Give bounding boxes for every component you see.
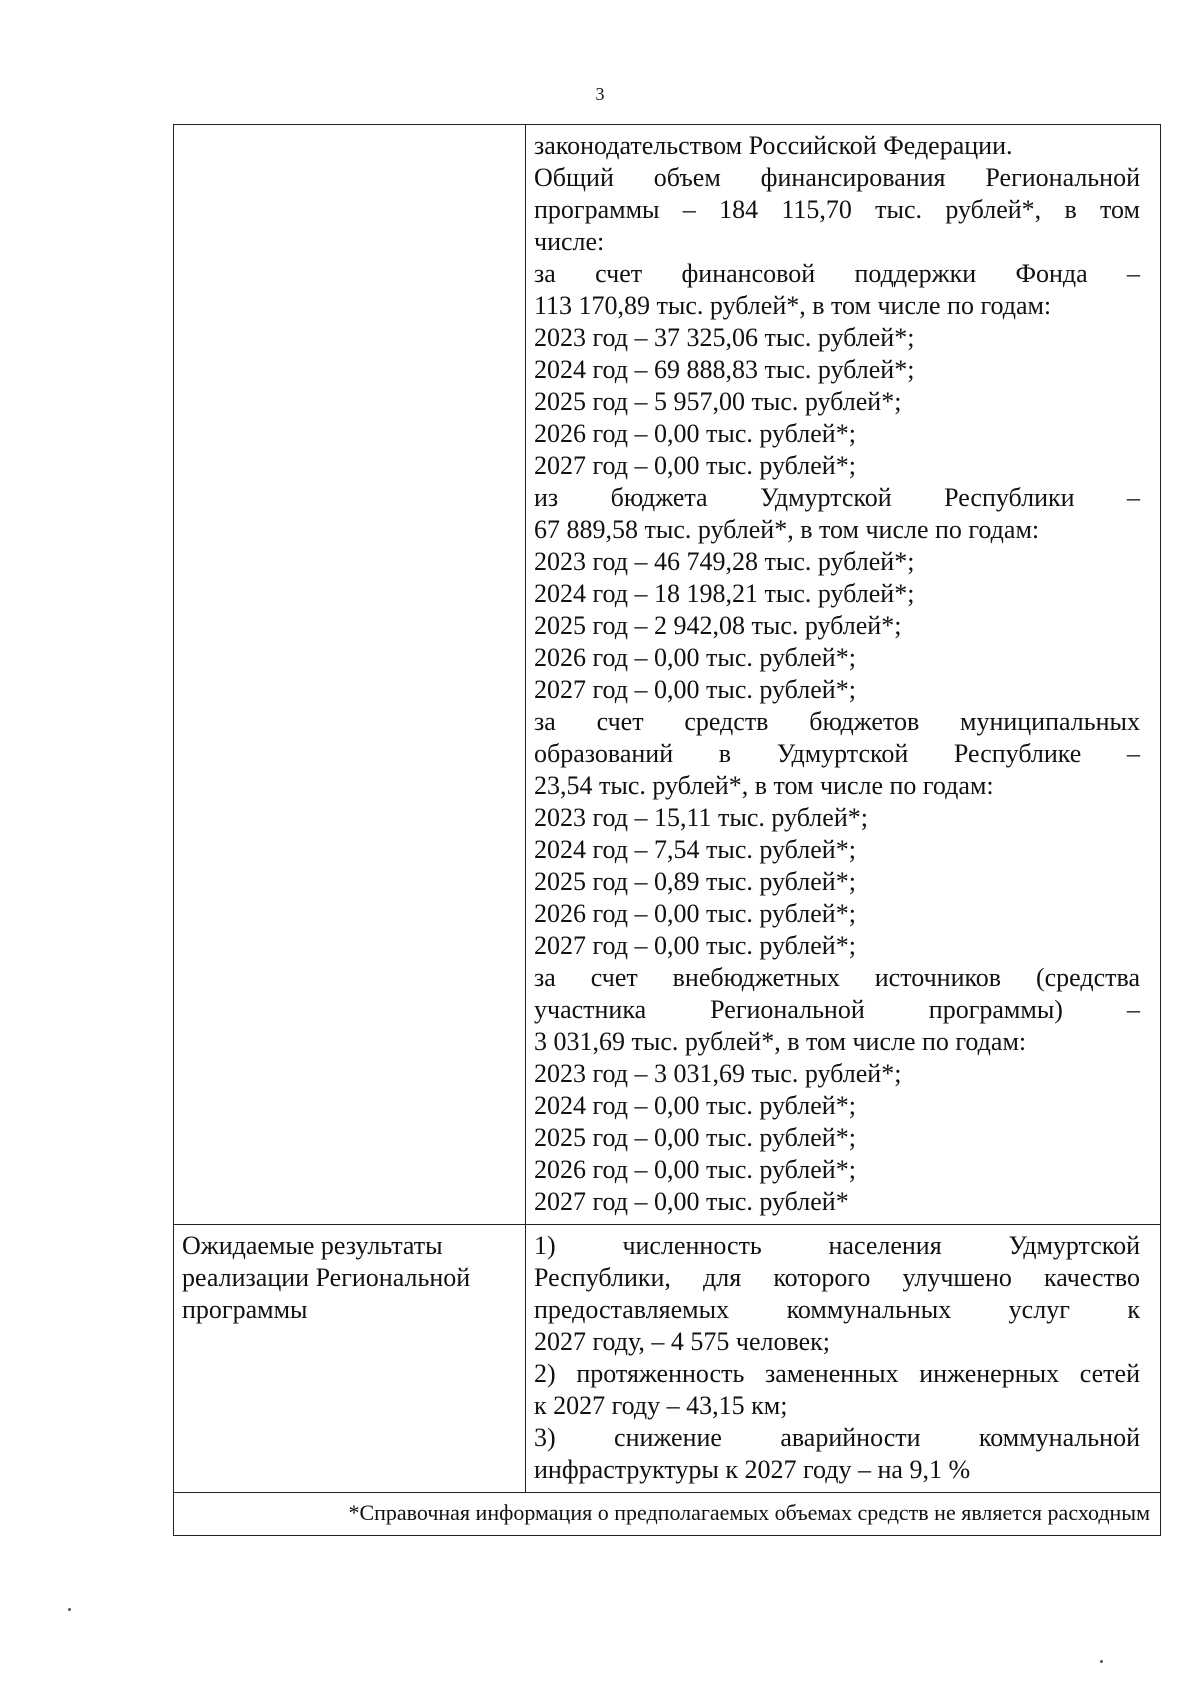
financing-line: 2024 год – 18 198,21 тыс. рублей*; xyxy=(534,579,915,608)
results-line: 3) снижение аварийности коммунальной xyxy=(534,1423,1140,1452)
financing-line: 23,54 тыс. рублей*, в том числе по годам: xyxy=(534,771,994,800)
footnote: *Справочная информация о предполагаемых объемах средств не является расходным xyxy=(174,1493,1161,1536)
financing-line: 2025 год – 5 957,00 тыс. рублей*; xyxy=(534,387,902,416)
financing-line: 2025 год – 0,00 тыс. рублей*; xyxy=(534,1123,856,1152)
results-row xyxy=(174,1225,1161,1493)
financing-line: за счет внебюджетных источников (средства xyxy=(534,963,1140,992)
footnote-row xyxy=(174,1493,1161,1536)
financing-line: 2023 год – 15,11 тыс. рублей*; xyxy=(534,803,868,832)
results-label-cell xyxy=(174,1225,526,1493)
financing-line: за счет средств бюджетов муниципальных xyxy=(534,707,1140,736)
financing-line: 2027 год – 0,00 тыс. рублей*; xyxy=(534,451,856,480)
financing-line: 2024 год – 7,54 тыс. рублей*; xyxy=(534,835,856,864)
financing-row xyxy=(174,125,1161,1225)
financing-line: 2027 год – 0,00 тыс. рублей*; xyxy=(534,675,856,704)
financing-line: 2024 год – 0,00 тыс. рублей*; xyxy=(534,1091,856,1120)
financing-line: из бюджета Удмуртской Республики – xyxy=(534,483,1140,512)
results-label-line: программы xyxy=(182,1295,308,1324)
financing-line: 2025 год – 0,89 тыс. рублей*; xyxy=(534,867,856,896)
financing-line: 2023 год – 3 031,69 тыс. рублей*; xyxy=(534,1059,902,1088)
financing-line: 2026 год – 0,00 тыс. рублей*; xyxy=(534,899,856,928)
results-value-cell xyxy=(526,1225,1161,1493)
financing-line: 2023 год – 37 325,06 тыс. рублей*; xyxy=(534,323,915,352)
financing-line: числе: xyxy=(534,227,605,256)
financing-value-cell xyxy=(526,125,1161,1225)
financing-line: 2026 год – 0,00 тыс. рублей*; xyxy=(534,419,856,448)
scan-speck xyxy=(1100,1660,1103,1663)
financing-line: программы – 184 115,70 тыс. рублей*, в том xyxy=(534,195,1140,224)
financing-line: образований в Удмуртской Республике – xyxy=(534,739,1140,768)
results-line: инфраструктуры к 2027 году – на 9,1 % xyxy=(534,1455,971,1484)
financing-line: участника Региональной программы) – xyxy=(534,995,1140,1024)
financing-label-cell xyxy=(174,125,526,1225)
results-line: к 2027 году – 43,15 км; xyxy=(534,1391,788,1420)
financing-line: 67 889,58 тыс. рублей*, в том числе по годам: xyxy=(534,515,1040,544)
financing-line: 2027 год – 0,00 тыс. рублей* xyxy=(534,1187,849,1216)
results-line: Республики, для которого улучшено качество xyxy=(534,1263,1140,1292)
results-line: предоставляемых коммунальных услуг к xyxy=(534,1295,1140,1324)
scan-speck xyxy=(68,1608,71,1611)
financing-line: 2026 год – 0,00 тыс. рублей*; xyxy=(534,643,856,672)
financing-line: 3 031,69 тыс. рублей*, в том числе по годам: xyxy=(534,1027,1027,1056)
results-line: 2) протяженность замененных инженерных сетей xyxy=(534,1359,1140,1388)
results-label-line: реализации Региональной xyxy=(182,1263,471,1292)
financing-line: 2024 год – 69 888,83 тыс. рублей*; xyxy=(534,355,915,384)
financing-line: 2027 год – 0,00 тыс. рублей*; xyxy=(534,931,856,960)
financing-line: 2023 год – 46 749,28 тыс. рублей*; xyxy=(534,547,915,576)
page-number: 3 xyxy=(595,84,605,104)
results-label-line: Ожидаемые результаты xyxy=(182,1231,443,1260)
financing-line: Общий объем финансирования Региональной xyxy=(534,163,1140,192)
financing-line: 2025 год – 2 942,08 тыс. рублей*; xyxy=(534,611,902,640)
passport-table xyxy=(173,124,1161,1536)
financing-line: 2026 год – 0,00 тыс. рублей*; xyxy=(534,1155,856,1184)
financing-line: 113 170,89 тыс. рублей*, в том числе по годам: xyxy=(534,291,1052,320)
financing-line: за счет финансовой поддержки Фонда – xyxy=(534,259,1140,288)
financing-line: законодательством Российской Федерации. xyxy=(534,131,1013,160)
results-line: 1) численность населения Удмуртской xyxy=(534,1231,1140,1260)
results-line: 2027 году, – 4 575 человек; xyxy=(534,1327,831,1356)
